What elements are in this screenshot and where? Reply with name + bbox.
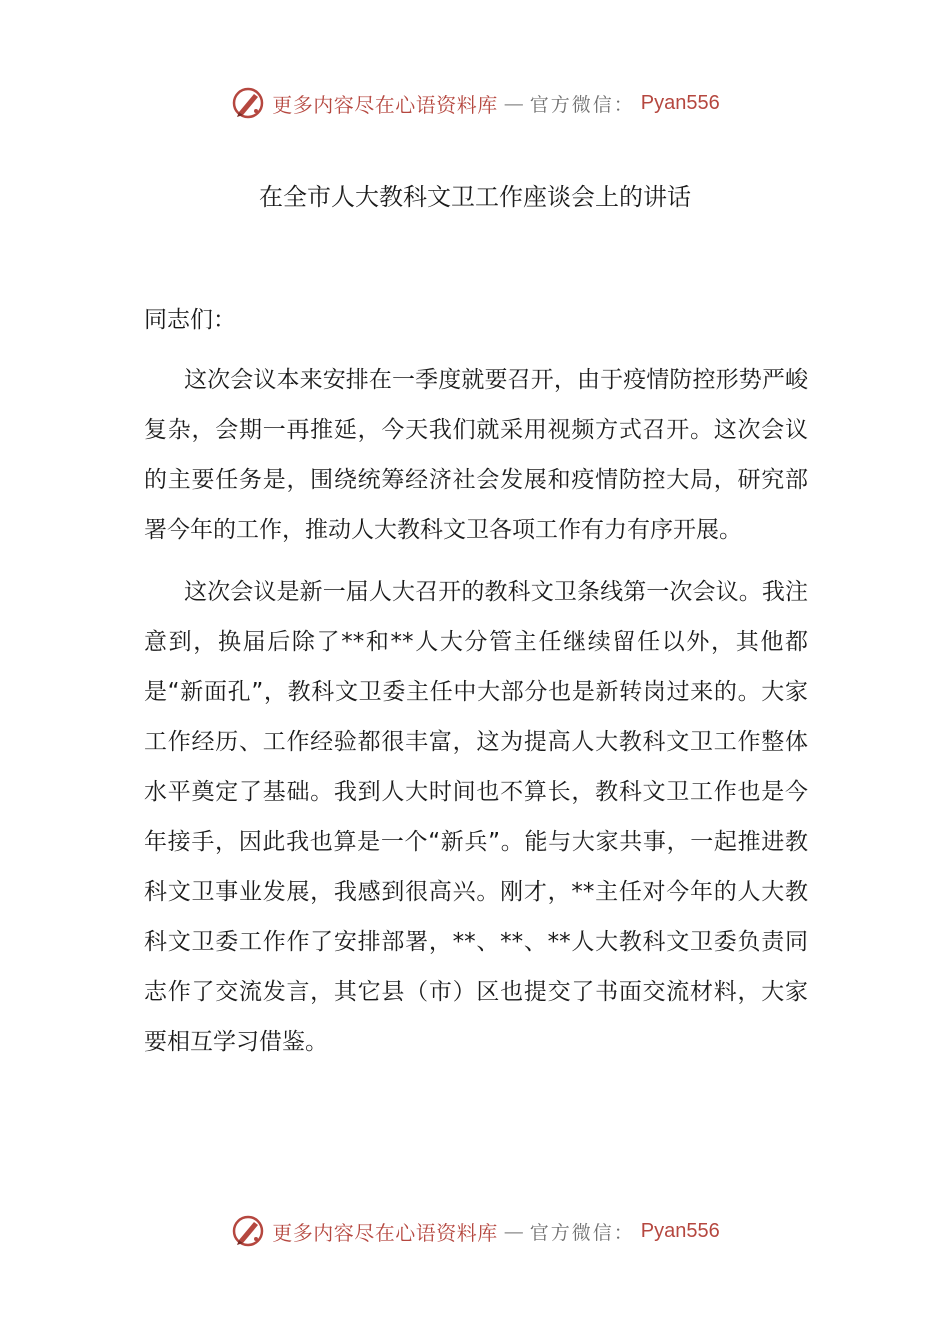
paragraph-2: 这次会议是新一届人大召开的教科文卫条线第一次会议。我注意到，换届后除了**和**人大分管主任继续留任以外，其他都是“新面孔”，教科文卫委主任中大部分也是新转岗过来的。大家工作经历、工作经验都很丰富，这为提高人大教科文卫工作整体水平奠定了基础。我到人大时间也不算长，教科文卫工作也是今年接手，因此我也算是一个“新兵”。能与大家共事，一起推进教科文卫事业发展，我感到很高兴。刚才，**主任对今年的人大教科文卫委工作作了安排部署，**、**、**人大教科文卫委负责同志作了交流发言，其它县（市）区也提交了书面交流材料，大家要相互学习借鉴。 (144, 579, 808, 1055)
pen-logo-icon (230, 1213, 266, 1249)
banner-wechat-label: 官方微信： (529, 1221, 635, 1244)
paragraph-1: 这次会议本来安排在一季度就要召开，由于疫情防控形势严峻复杂，会期一再推延，今天我们就采用视频方式召开。这次会议的主要任务是，围绕统筹经济社会发展和疫情防控大局，研究部署今年的工作，推动人大教科文卫各项工作有力有序开展。 (144, 367, 808, 543)
banner-wechat-id: Pyan556 (640, 91, 720, 114)
banner-text: 更多内容尽在心语资料库 (272, 92, 498, 117)
salutation: 同志们： (144, 307, 236, 333)
document-body (144, 295, 808, 1079)
banner-dash: — (503, 91, 524, 115)
banner-dash: — (503, 1219, 524, 1243)
header-watermark-banner (0, 83, 950, 123)
banner-text: 更多内容尽在心语资料库 (272, 1220, 498, 1245)
banner-wechat-label: 官方微信： (529, 93, 635, 116)
document-title: 在全市人大教科文卫工作座谈会上的讲话 (259, 183, 691, 211)
banner-wechat-id: Pyan556 (640, 1219, 720, 1242)
pen-logo-icon (230, 85, 266, 121)
footer-watermark-banner (0, 1211, 950, 1251)
